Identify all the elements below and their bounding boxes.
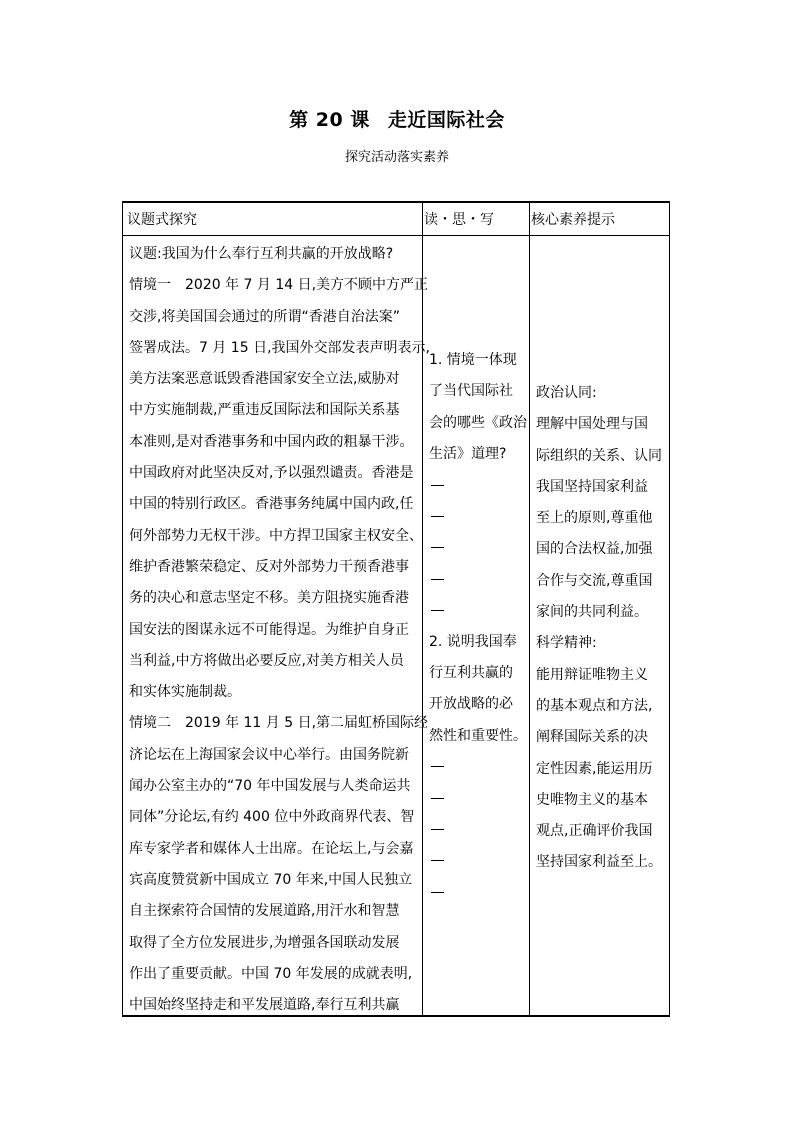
column-header-read-think-write: 读・思・写 [424,212,494,228]
text-line: 中国的特别行政区。香港事务纯属中国内政,任 [129,496,414,513]
text-line: 国安法的图谋永远不可能得逞。为维护自身正 [129,621,409,638]
text-line: 中国政府对此坚决反对,予以强烈谴责。香港是 [129,465,414,482]
literacy-line: 国的合法权益,加强 [536,541,653,558]
text-line: 何外部势力无权干涉。中方捍卫国家主权安全、 [129,527,423,544]
question-2-line: 然性和重要性。 [429,727,527,744]
answer-blank[interactable] [429,814,527,845]
text-line: 情境二 2019 年 11 月 5 日,第二届虹桥国际经 [129,715,429,732]
literacy-line: 阐释国际关系的决 [536,729,648,746]
literacy-line: 合作与交流,尊重国 [536,572,653,589]
text-line: 和实体实施制裁。 [129,684,241,701]
literacy-line: 际组织的关系、认同 [536,447,662,464]
text-line: 同体”分论坛,有约 400 位中外政商界代表、智 [129,809,415,826]
question-1-line: 1. 情境一体现 [429,352,517,368]
text-line: 自主探索符合国情的发展道路,用汗水和智慧 [129,903,400,920]
answer-blank[interactable] [429,533,527,564]
text-line: 当利益,中方将做出必要反应,对美方相关人员 [129,652,404,669]
text-line: 作出了重要贡献。中国 70 年发展的成就表明, [129,965,413,982]
text-line: 议题:我国为什么奉行互利共赢的开放战略? [129,246,394,262]
text-line: 库专家学者和媒体人士出席。在论坛上,与会嘉 [129,840,414,857]
question-2-line: 开放战略的必 [429,696,513,713]
column-header-inquiry: 议题式探究 [127,212,197,228]
text-line: 签署成法。7 月 15 日,我国外交部发表声明表示, [129,339,430,356]
lesson-title: 走近国际社会 [387,109,505,131]
literacy-line: 家间的共同利益。 [536,604,648,621]
answer-blank[interactable] [429,501,527,532]
question-2-line: 2. 说明我国奉 [429,633,517,650]
header-divider [123,235,669,236]
lesson-number: 第 20 课 [289,109,370,131]
page-subtitle: 探究活动落实素养 [344,150,449,165]
question-1-line: 生活》道理? [429,445,507,462]
core-literacy-column [536,378,666,879]
answer-blank[interactable] [429,564,527,595]
literacy-line: 我国坚持国家利益 [536,478,648,495]
answer-blank[interactable] [429,595,527,626]
column-divider [529,203,530,1015]
inquiry-table [122,201,670,1017]
literacy-line: 史唯物主义的基本 [536,791,648,808]
literacy-line: 能用辩证唯物主义 [536,666,648,683]
answer-blank[interactable] [429,783,527,814]
literacy-line: 科学精神: [536,635,597,652]
text-line: 中方实施制裁,严重违反国际法和国际关系基 [129,402,400,419]
text-line: 情境一 2020 年 7 月 14 日,美方不顾中方严正 [129,277,429,294]
question-1-line: 了当代国际社 [429,383,513,400]
literacy-line: 至上的原则,尊重他 [536,510,653,527]
literacy-line: 坚持国家利益至上。 [536,854,662,871]
text-line: 取得了全方位发展进步,为增强各国联动发展 [129,934,400,951]
text-line: 务的决心和意志坚定不移。美方阻挠实施香港 [129,590,409,607]
text-line: 维护香港繁荣稳定、反对外部势力干预香港事 [129,558,409,575]
page-title [0,105,794,132]
text-line: 本准则,是对香港事务和中国内政的粗暴干涉。 [129,433,414,450]
literacy-line: 观点,正确评价我国 [536,823,653,840]
literacy-line: 政治认同: [536,385,597,401]
text-line: 交涉,将美国国会通过的所谓“香港自治法案” [129,308,400,325]
text-line: 闻办公室主办的“70 年中国发展与人类命运共 [129,778,411,795]
literacy-line: 定性因素,能运用历 [536,760,653,777]
question-1-line: 会的哪些《政治 [429,414,527,431]
literacy-line: 理解中国处理与国 [536,416,648,433]
answer-blank[interactable] [429,877,527,908]
column-header-core-literacy: 核心素养提示 [531,212,615,228]
text-line: 宾高度赞赏新中国成立 70 年来,中国人民独立 [129,871,413,888]
text-line: 美方法案恶意诋毁香港国家安全立法,威胁对 [129,371,400,388]
text-line: 济论坛在上海国家会议中心举行。由国务院新 [129,746,409,763]
answer-blank[interactable] [429,752,527,783]
answer-blank[interactable] [429,846,527,877]
answer-blank[interactable] [429,470,527,501]
literacy-line: 的基本观点和方法, [536,697,653,714]
read-think-write-column [429,345,527,908]
text-line: 中国始终坚持走和平发展道路,奉行互利共赢 [129,997,400,1014]
inquiry-text [129,239,430,1021]
question-2-line: 行互利共赢的 [429,664,513,681]
